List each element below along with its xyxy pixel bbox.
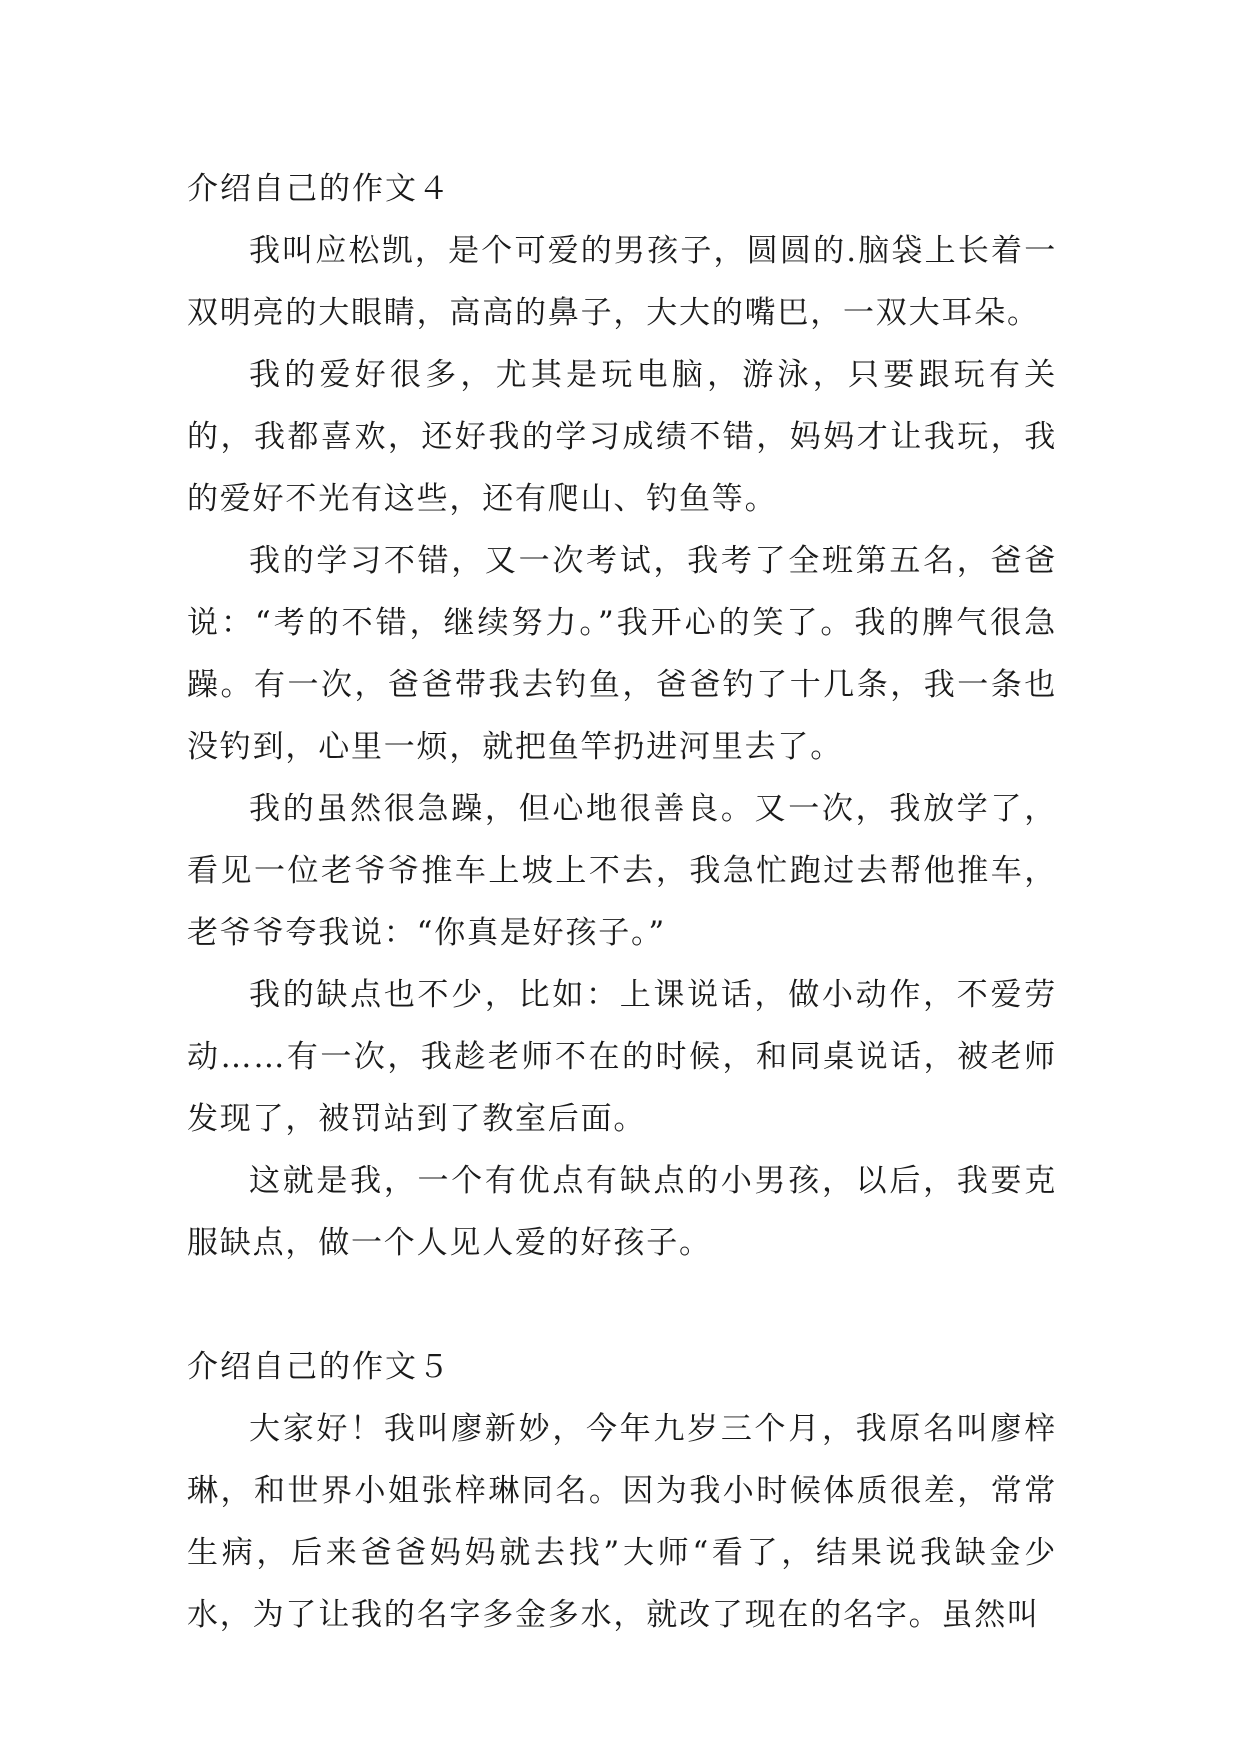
paragraph: 我的学习不错，又一次考试，我考了全班第五名，爸爸说：“考的不错，继续努力。”我开心的笑了。我的脾气很急躁。有一次，爸爸带我去钓鱼，爸爸钓了十几条，我一条也没钓到，心里一烦，就把鱼竿扔进河里去了。 xyxy=(187,543,1057,765)
paragraph: 这就是我，一个有优点有缺点的小男孩，以后，我要克服缺点，做一个人见人爱的好孩子。 xyxy=(187,1163,1057,1261)
paragraph: 我叫应松凯，是个可爱的男孩子，圆圆的.脑袋上长着一双明亮的大眼睛，高高的鼻子，大大的嘴巴，一双大耳朵。 xyxy=(187,233,1057,331)
paragraph: 我的爱好很多，尤其是玩电脑，游泳，只要跟玩有关的，我都喜欢，还好我的学习成绩不错，妈妈才让我玩，我的爱好不光有这些，还有爬山、钓鱼等。 xyxy=(187,357,1057,517)
paragraph: 大家好！我叫廖新妙，今年九岁三个月，我原名叫廖梓琳，和世界小姐张梓琳同名。因为我小时候体质很差，常常生病，后来爸爸妈妈就去找”大师“看了，结果说我缺金少水，为了让我的名字多金多水，就改了现在的名字。虽然叫 xyxy=(187,1411,1057,1633)
paragraph: 我的缺点也不少，比如：上课说话，做小动作，不爱劳动……有一次，我趁老师不在的时候，和同桌说话，被老师发现了，被罚站到了教室后面。 xyxy=(187,977,1057,1137)
document-page xyxy=(187,158,1057,1646)
section-title: 介绍自己的作文５ xyxy=(187,1349,451,1385)
essay-section-5 xyxy=(187,1336,1057,1646)
paragraph: 我的虽然很急躁，但心地很善良。又一次，我放学了，看见一位老爷爷推车上坡上不去，我急忙跑过去帮他推车，老爷爷夸我说：“你真是好孩子。” xyxy=(187,791,1057,951)
essay-section-4 xyxy=(187,158,1057,1274)
section-title: 介绍自己的作文４ xyxy=(187,171,451,207)
section-spacer xyxy=(187,1274,1057,1336)
